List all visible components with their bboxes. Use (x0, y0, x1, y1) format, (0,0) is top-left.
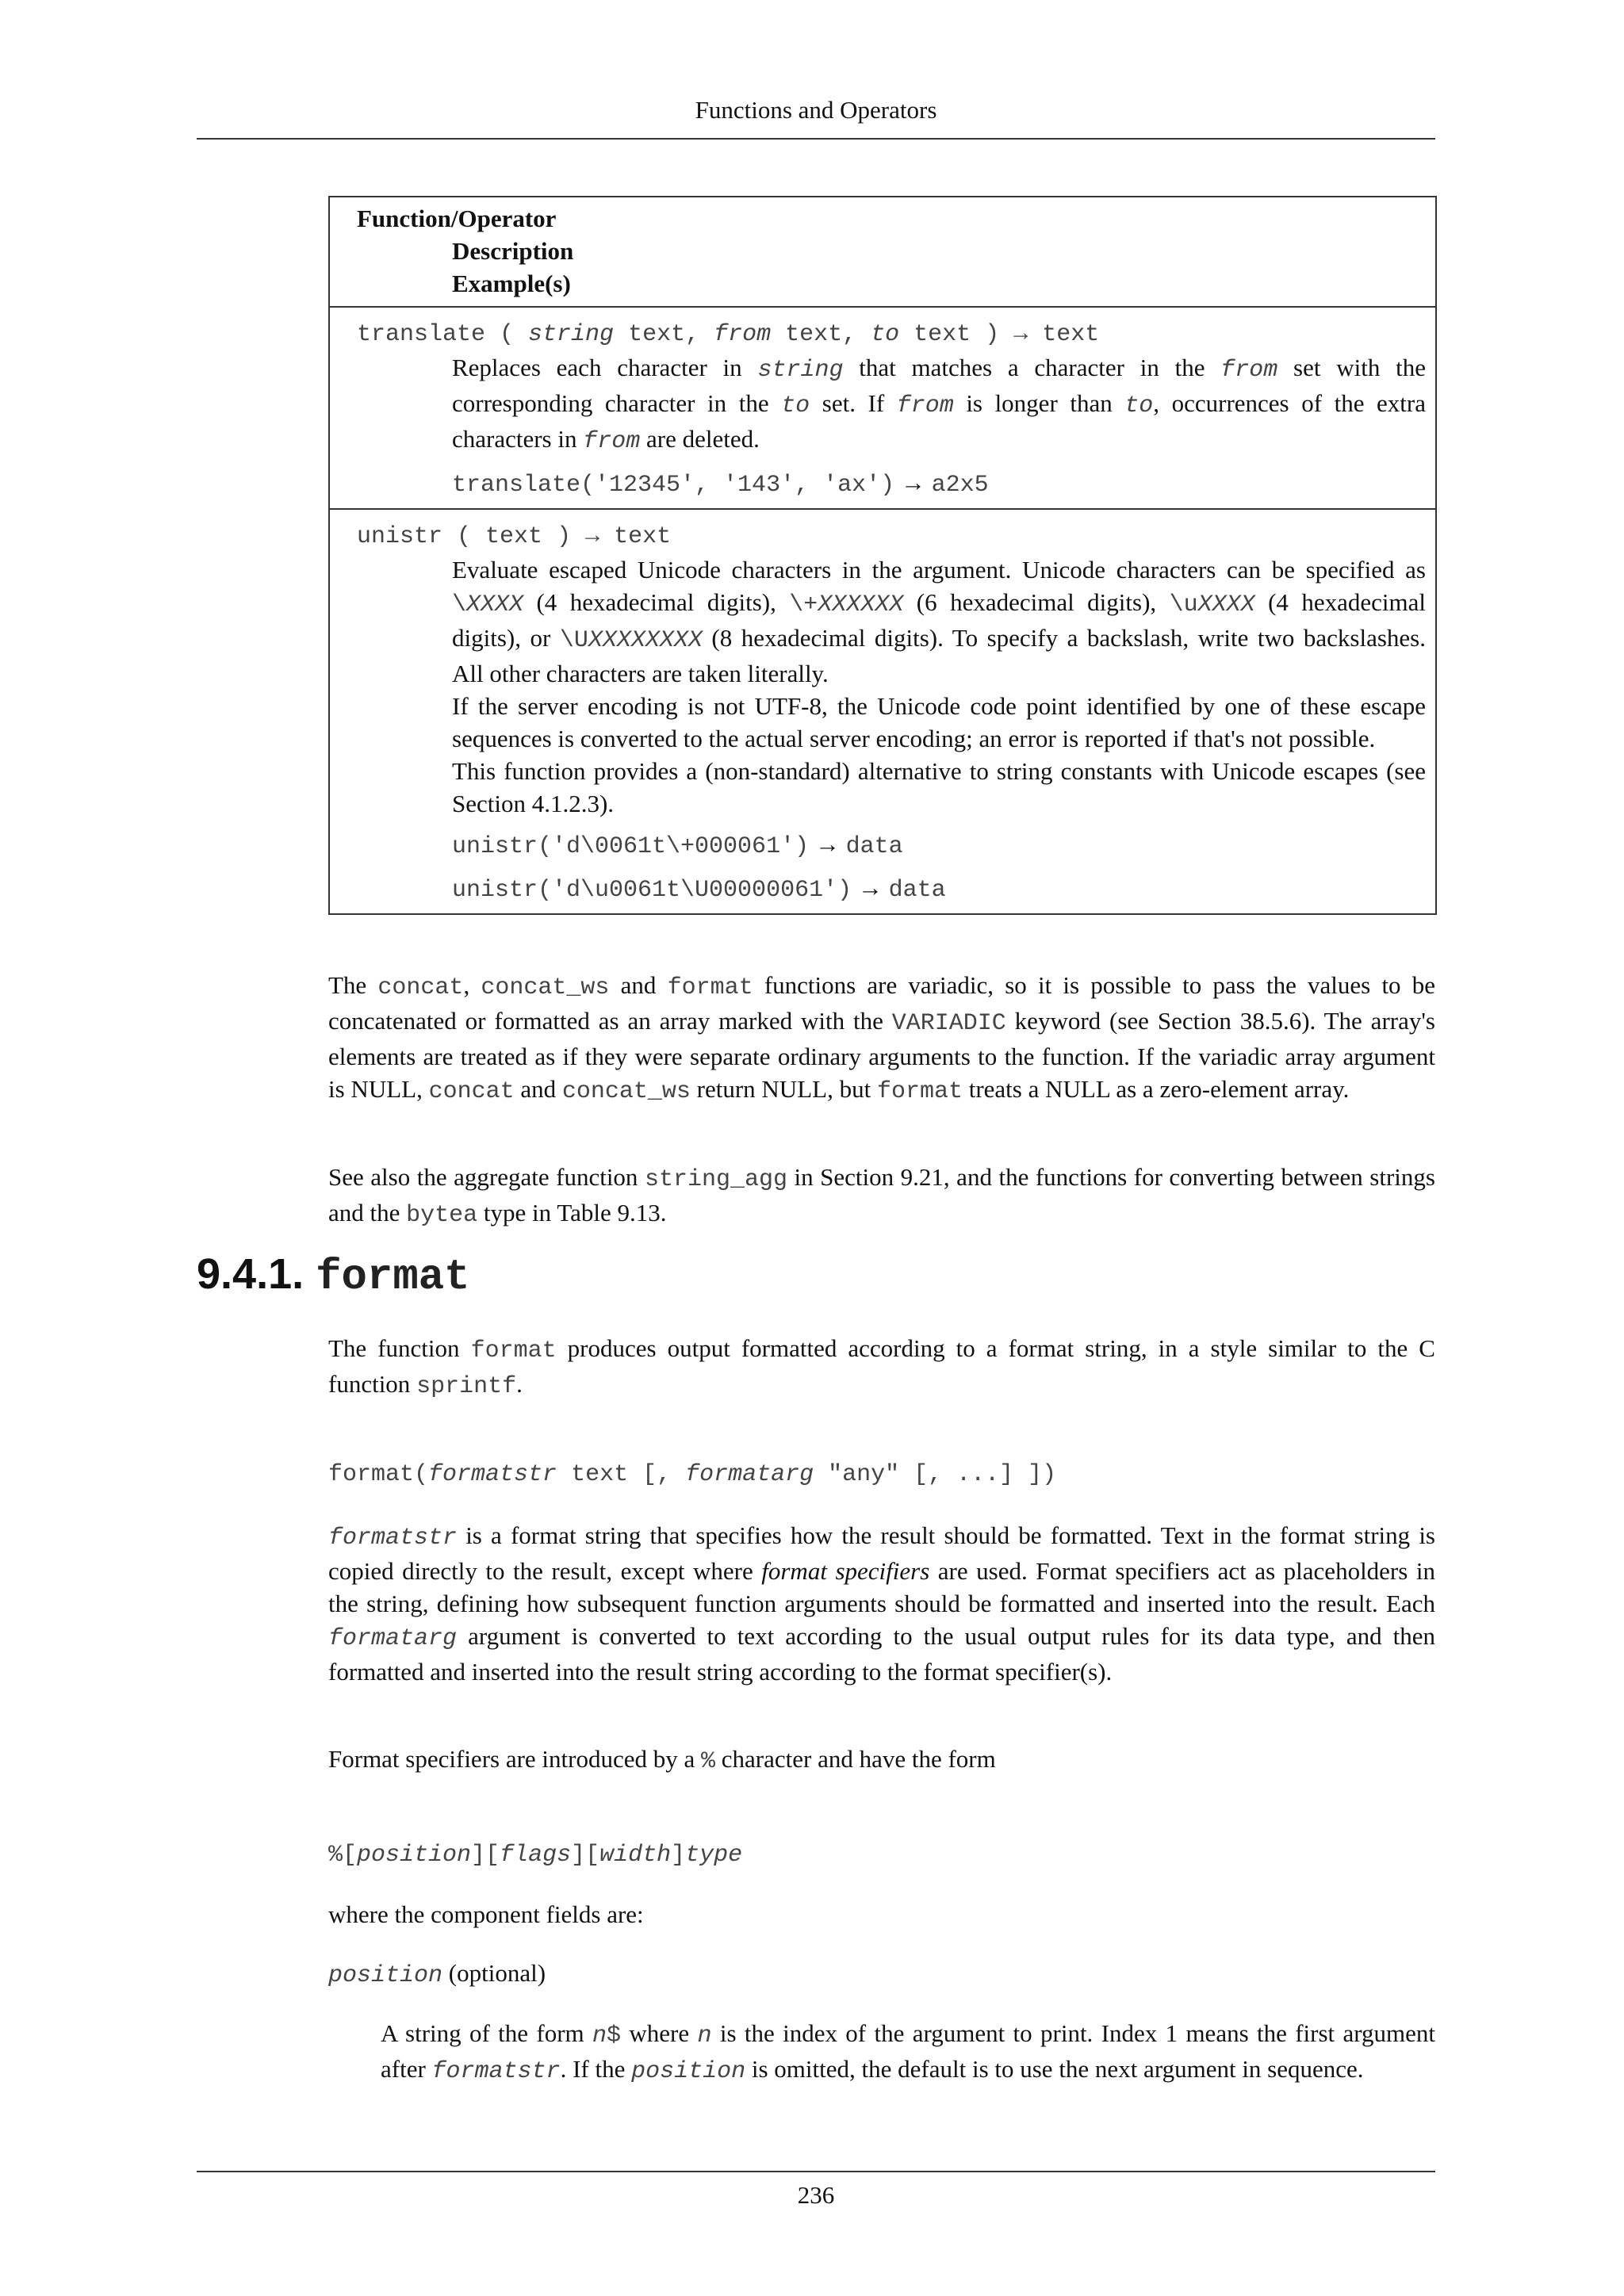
paragraph-see-also: See also the aggregate function string_agg in Section 9.21, and the functions for converting between strings and the bytea type in Table 9.13. (328, 1163, 1435, 1229)
example-unistr-2: unistr('d\u0061t\U00000061') → data (452, 874, 946, 904)
table-row-unistr (330, 508, 1435, 913)
description-translate: Replaces each character in string that matches a character in the from set with the corresponding character in the to set. If from is longer than to, occurrences of the extra characters in from are deleted. (452, 354, 1427, 455)
signature-translate: translate ( string text, from text, to text ) → text (357, 321, 1100, 348)
table-header (330, 197, 1435, 306)
col-examples: Example(s) (452, 270, 571, 297)
unistr-para-2: If the server encoding is not UTF-8, the Unicode code point identified by one of these escape sequences is converted to the actual server encoding; an error is reported if that's not possible. (452, 692, 1426, 752)
paragraph-variadic: The concat, concat_ws and format functions are variadic, so it is possible to pass the values to be concatenated or formatted as an array marked with the VARIADIC keyword (see Section 38.5.6). The array's elements are treated as if they were separate ordinary arguments to the function. If the variadic array argument is NULL, concat and concat_ws return NULL, but format treats a NULL as a zero-element array. (328, 971, 1436, 1105)
example-unistr-1: unistr('d\0061t\+000061') → data (452, 830, 903, 860)
paragraph-formatstr: formatstr is a format string that specifies how the result should be formatted. Text in the format string is copied directly to the result, except where format specifiers are used. Format specifiers act as placeholders in the string, defining how subsequent function arguments should be formatted and inserted into the result. Each formatarg argument is converted to text according to the usual output rules for its data type, and then formatted and inserted into the result string according to the format specifier(s). (328, 1521, 1435, 1686)
format-synopsis: format(formatstr text [, formatarg "any" [, ...] ]) (328, 1461, 1057, 1488)
col-function-operator: Function/Operator (357, 205, 557, 232)
page-number: 236 (797, 2181, 835, 2209)
paragraph-format-intro: The function format produces output formatted according to a format string, in a style similar to the C function sprintf. (328, 1334, 1435, 1400)
paragraph-component-fields: where the component fields are: (328, 1900, 644, 1928)
term-position-definition: A string of the form n$ where n is the index of the argument to print. Index 1 means the first argument after formatstr. If the position is omitted, the default is to use the next argument in sequence. (381, 2019, 1435, 2085)
col-description: Description (452, 237, 574, 265)
unistr-para-1: Evaluate escaped Unicode characters in the argument. Unicode characters can be specified as \XXXX (4 hexadecimal digits), \+XXXXXX (6 hexadecimal digits), \uXXXX (4 hexadecimal digits), or \UXXXXXXXX (8 hexadecimal digits). To specify a backslash, write two backslashes. All other characters are taken literally. (452, 556, 1427, 687)
footer-rule (197, 2171, 1435, 2172)
description-unistr (357, 553, 1426, 820)
specifier-form: %[position][flags][width]type (328, 1842, 743, 1869)
example-translate: translate('12345', '143', 'ax') → a2x5 (452, 469, 989, 499)
section-heading: 9.4.1. format (197, 1250, 470, 1302)
running-header: Functions and Operators (695, 96, 937, 124)
paragraph-specifiers: Format specifiers are introduced by a % character and have the form (328, 1745, 996, 1775)
function-table (328, 196, 1437, 915)
term-position: position (optional) (328, 1959, 546, 1989)
signature-unistr: unistr ( text ) → text (357, 523, 672, 550)
unistr-para-3: This function provides a (non-standard) alternative to string constants with Unicode escapes (see Section 4.1.2.3). (452, 757, 1426, 817)
table-row-translate (330, 306, 1435, 508)
header-rule (197, 138, 1435, 140)
